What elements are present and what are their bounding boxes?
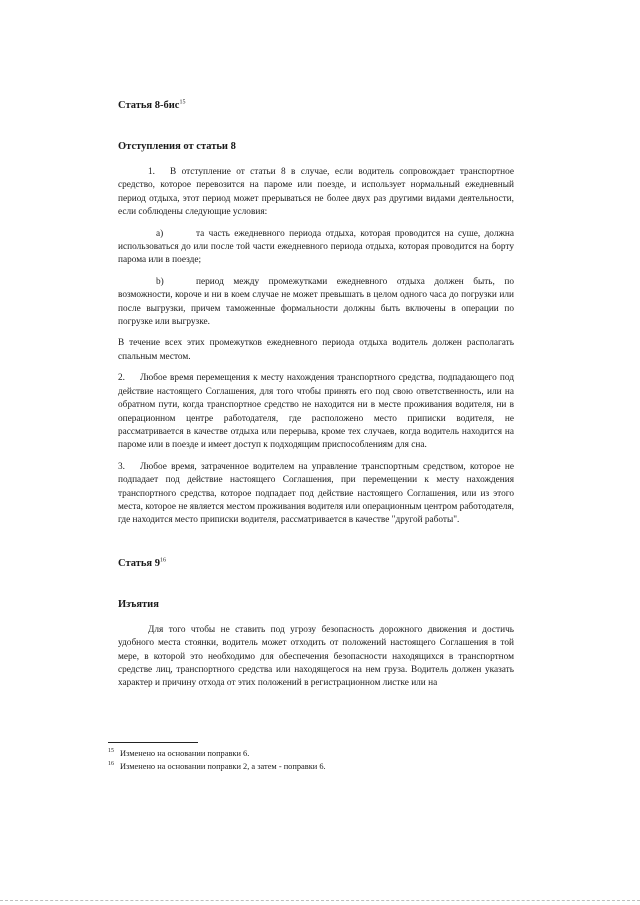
paragraph-1 [118,166,514,220]
paragraph-text: В отступление от статьи 8 в случае, если водитель сопровождает транспортное средство, которое перевозится на пароме или поезде, и использует нормальный ежедневный период отдыха, этот период может прерываться не более двух раз другими видами деятельности, если соблюдены следующие условия: [118,167,514,218]
paragraph-number: 2. [118,373,125,384]
footnote-ref-15[interactable]: 15 [179,99,186,106]
subparagraph-text: период между промежутками ежедневного отдыха должен быть, по возможности, короче и ни в коем случае не может превышать в целом одного часа до погрузки или после выгрузки, причем таможенные формальности должны быть включены в операции по погрузке или выгрузке. [118,276,514,328]
paragraph-sleeping-place: В течение всех этих промежутков ежедневного периода отдыха водитель должен располагать спальным местом. [118,338,514,362]
subparagraph-label: a) [156,228,164,239]
article-title-text: Статья 8-бис [118,100,180,111]
article-8bis-heading [118,100,514,111]
article-9-heading [118,558,514,569]
paragraph-3 [118,461,514,528]
subparagraph-a [118,228,514,268]
article-9-subheading: Изъятия [118,598,159,610]
paragraph-number: 1. [148,167,155,177]
article-title-text: Статья 9 [118,557,160,569]
article-9-paragraph: Для того чтобы не ставить под угрозу безопасность дорожного движения и достичь удобного места стоянки, водитель может отходить от положений настоящего Соглашения в той мере, в которой это необходимо для обеспечения безопасности находящихся в транспортном средстве лиц, транспортного средства или находящегося на нем груза. Водитель должен указать характер и причину отхода от этих положений в регистрационном листке или на [118,624,514,689]
scan-edge-line [0,900,640,901]
footnote-text: Изменено на основании поправки 2, а затем - поправки 6. [120,762,326,771]
article-8bis-subheading: Отступления от статьи 8 [118,141,236,152]
paragraph-text: Любое время, затраченное водителем на управление транспортным средством, которое не подпадает под действие настоящего Соглашения, при перемещении к месту нахождения транспортного средства, которое подпадает под действие настоящего Соглашения, или из этого места, которое не является местом проживания водителя или операционным центром работодателя, где находится место приписки водителя, рассматривается в качестве "другой работы". [118,461,514,526]
subparagraph-label: b) [156,276,164,287]
paragraph-number: 3. [118,461,125,472]
subparagraph-b [118,276,514,330]
footnote-ref-16[interactable]: 16 [159,557,166,564]
paragraph-text: Любое время перемещения к месту нахождения транспортного средства, подпадающего под действие настоящего Соглашения, для того чтобы принять его под свою ответственность, или на обратном пути, когда транспортное средство не находится ни в месте проживания водителя, ни в операционном центре работодателя, где расположено место приписки водителя, не рассматривается в качестве отдыха или перерыва, кроме тех случаев, когда водитель находится на пароме или в поезде и имеет доступ к подходящим приспособлениям для сна. [118,373,514,451]
footnote-15: 15 Изменено на основании поправки 6. [108,748,250,758]
subparagraph-text: та часть ежедневного периода отдыха, которая проводится на суше, должна использоваться до или после той части ежедневного периода отдыха, которая проводится на борту парома или в поезде; [118,228,514,266]
page-content [118,100,514,691]
footnote-16: 16 Изменено на основании поправки 2, а затем - поправки 6. [108,761,326,771]
paragraph-2 [118,372,514,452]
footnote-text: Изменено на основании поправки 6. [120,749,250,758]
footnote-separator [108,742,198,743]
